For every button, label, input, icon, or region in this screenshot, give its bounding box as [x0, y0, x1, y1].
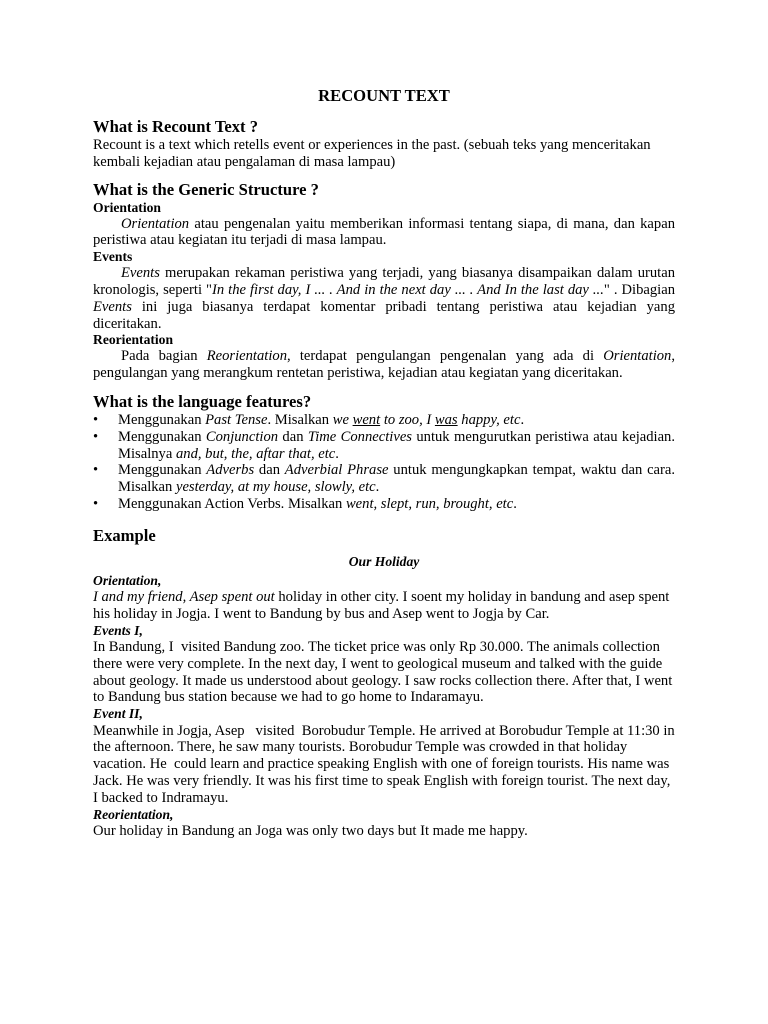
feature-text: . Misalkan	[267, 411, 333, 428]
feature-example-part: to zoo, I	[380, 411, 435, 428]
feature-term: Conjunction	[205, 428, 279, 445]
events-term-2: Events	[93, 298, 132, 315]
reorientation-term-1: Reorientation	[206, 348, 287, 365]
feature-text: Menggunakan	[118, 428, 206, 445]
events-text-2: " . Dibagian	[603, 281, 675, 298]
feature-text: .	[513, 495, 517, 512]
feature-text: dan	[254, 462, 285, 479]
underlined-verb: was	[434, 411, 458, 428]
feature-example: and, but, the, aftar that, etc	[175, 445, 336, 462]
reorientation-text-2: , terdapat pengulangan pengenalan yang ada di	[287, 348, 604, 365]
story-orientation-body: holiday in other city. I soent my holiday in bandung and asep spent his holiday in Jogja. I went to Bandung by bus and Asep went to Jogja by Car.	[93, 588, 670, 622]
language-features-list	[93, 412, 675, 513]
underlined-verb: went	[352, 411, 381, 428]
feature-term: Adverbial Phrase	[284, 462, 389, 479]
list-item	[93, 496, 675, 513]
story-orientation-text	[93, 589, 675, 623]
events-quote: In the first day, I ... . And in the next day ... . And In the last day ...	[211, 281, 604, 298]
heading-generic-structure: What is the Generic Structure ?	[93, 179, 319, 199]
orientation-text: atau pengenalan yaitu memberikan informasi tentang siapa, di mana, dan kapan peristiwa atau kegiatan itu terjadi di masa lampau.	[93, 215, 675, 249]
feature-text: .	[520, 411, 525, 428]
story-event2-head: Event II,	[93, 706, 143, 722]
reorientation-text-3: , pengulangan yang merangkum rentetan peristiwa, kejadian atau kegiatan yang diceritakan.	[93, 348, 675, 382]
orientation-term: Orientation	[121, 215, 190, 232]
bullet-icon: •	[93, 428, 99, 445]
list-item	[93, 462, 675, 496]
feature-text: Menggunakan Action Verbs. Misalkan	[118, 495, 346, 512]
orientation-paragraph	[93, 216, 675, 250]
document-title: RECOUNT TEXT	[318, 86, 450, 105]
feature-example	[333, 412, 521, 428]
list-item	[93, 429, 675, 463]
feature-text: .	[375, 479, 380, 496]
story-orientation-italic: I and my friend, Asep spent out	[93, 588, 275, 605]
events-text-3: ini juga biasanya terdapat komentar pribadi tentang peristiwa atau kejadian yang diceritakan.	[93, 298, 675, 332]
orientation-label: Orientation	[93, 199, 161, 215]
feature-text: dan	[278, 428, 308, 445]
bullet-icon: •	[93, 411, 99, 428]
recount-definition: Recount is a text which retells event or experiences in the past. (sebuah teks yang menceritakan kembali kejadian atau pengalaman di masa lampau)	[93, 137, 651, 170]
story-reorientation-head: Reorientation,	[93, 806, 174, 822]
events-text-1: merupakan rekaman peristiwa yang terjadi, yang biasanya disampaikan dalam urutan kronologis, seperti "	[93, 265, 675, 298]
feature-example-part: we	[332, 411, 353, 428]
feature-term: Adverbs	[206, 462, 255, 479]
events-paragraph	[93, 265, 675, 332]
feature-term: Time Connectives	[307, 428, 412, 445]
reorientation-paragraph	[93, 348, 675, 382]
feature-term: Past Tense	[205, 411, 268, 428]
heading-language-features: What is the language features?	[93, 391, 312, 411]
feature-text: .	[335, 445, 339, 462]
document-page	[93, 86, 679, 840]
feature-example-part: happy, etc	[457, 411, 521, 428]
story-orientation-head: Orientation,	[93, 572, 162, 588]
list-item	[93, 412, 675, 429]
reorientation-term-2: Orientation	[603, 348, 672, 365]
events-term: Events	[121, 265, 160, 282]
story-event1-text: In Bandung, I visited Bandung zoo. The ticket price was only Rp 30.000. The animals collection there were very complete. In the next day, I went to geological museum and talked with the guide about geology. It made us understood about geology. I saw rocks collection there. After that, I went to Bandung bus station because we had to go home to Indaramayu.	[93, 638, 676, 706]
story-event2-text: Meanwhile in Jogja, Asep visited Borobudur Temple. He arrived at Borobudur Temple at 11:30 in the afternoon. There, he saw many tourists. Borobudur Temple was crowded in that holiday vacation. He could learn and practice speaking English with one of foreign tourists. His name was Jack. He was very friendly. It was his first time to speak English with foreign tourist. The next day, I backed to Indramayu.	[93, 722, 679, 806]
heading-what-is-recount: What is Recount Text ?	[93, 117, 259, 136]
bullet-icon: •	[93, 462, 99, 479]
reorientation-text-1: Pada bagian	[121, 348, 207, 365]
reorientation-label: Reorientation	[93, 332, 174, 348]
story-reorientation-text: Our holiday in Bandung an Joga was only two days but It made me happy.	[93, 822, 528, 839]
story-title: Our Holiday	[348, 553, 420, 569]
feature-example: yesterday, at my house, slowly, etc	[175, 479, 376, 496]
story-event1-head: Events I,	[93, 622, 143, 638]
feature-text: Menggunakan	[118, 411, 206, 428]
feature-text: untuk mengurutkan peristiwa atau kejadian. Misalnya	[118, 428, 676, 462]
feature-text: untuk mengungkapkan tempat, waktu dan cara. Misalkan	[118, 462, 676, 496]
heading-example: Example	[93, 525, 156, 545]
feature-text: Menggunakan	[118, 462, 207, 479]
bullet-icon: •	[93, 495, 99, 512]
feature-example: went, slept, run, brought, etc	[345, 495, 514, 512]
events-label: Events	[93, 249, 133, 265]
